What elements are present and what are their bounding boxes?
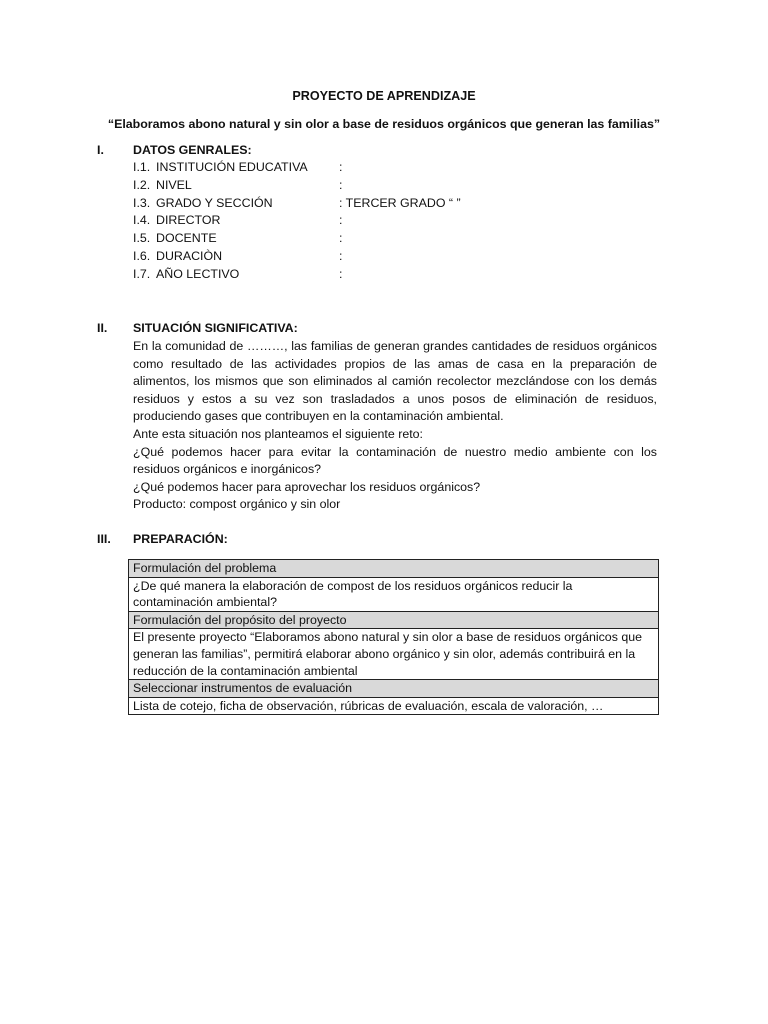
- situation-text: [133, 338, 657, 514]
- general-data-row: [133, 266, 461, 284]
- situation-paragraph: En la comunidad de ………, las familias de generan grandes cantidades de residuos orgánicos como resultado de las actividades propios de las amas de casa en la preparación de alimentos, los mismos que son eliminados al camión recolector mezclándose con los demás residuos y estos a su vez son trasladados a unos posos de eliminación de residuos, produciendo gases que contribuyen en la contaminación ambiental.: [133, 339, 657, 424]
- table-header-cell: Formulación del problema: [129, 560, 659, 578]
- section-1-number: I.: [97, 143, 104, 157]
- row-number: I.4.: [133, 213, 151, 228]
- general-data-row: [133, 248, 461, 266]
- table-cell: ¿De qué manera la elaboración de compost de los residuos orgánicos reducir la contaminación ambiental?: [129, 577, 659, 611]
- challenge-question-1: ¿Qué podemos hacer para evitar la contaminación de nuestro medio ambiente con los residuos orgánicos e inorgánicos?: [133, 444, 657, 477]
- general-data-row: [133, 230, 461, 248]
- document-title: PROYECTO DE APRENDIZAJE: [292, 89, 476, 103]
- general-data-row: [133, 195, 461, 213]
- row-value: :: [339, 213, 343, 228]
- general-data-row: [133, 212, 461, 230]
- row-label: INSTITUCIÓN EDUCATIVA: [156, 160, 308, 174]
- general-data-row: [133, 159, 461, 177]
- table-row: [129, 577, 659, 611]
- table-row: [129, 680, 659, 698]
- product-line: Producto: compost orgánico y sin olor: [133, 497, 341, 512]
- row-value: :: [339, 231, 343, 246]
- row-label: AÑO LECTIVO: [156, 266, 240, 281]
- section-1-heading: DATOS GENRALES:: [133, 143, 252, 157]
- table-header-cell: Seleccionar instrumentos de evaluación: [129, 680, 659, 698]
- general-data-list: [133, 159, 461, 284]
- row-number: I.7.: [133, 266, 151, 281]
- row-number: I.2.: [133, 177, 151, 192]
- table-cell: Lista de cotejo, ficha de observación, rúbricas de evaluación, escala de valoración, …: [129, 697, 659, 715]
- table-row: [129, 629, 659, 680]
- row-number: I.1.: [133, 160, 151, 174]
- row-label: GRADO Y SECCIÓN: [156, 195, 273, 210]
- section-3-heading: PREPARACIÓN:: [133, 532, 228, 546]
- row-value: :: [339, 266, 343, 281]
- row-number: I.6.: [133, 248, 151, 263]
- table-cell: El presente proyecto “Elaboramos abono natural y sin olor a base de residuos orgánicos que generan las familias”, permitirá elaborar abono orgánico y sin olor, además contribuirá en la reducción de la contaminación ambiental: [129, 629, 659, 680]
- table-row: [129, 560, 659, 578]
- row-value: :: [339, 177, 343, 192]
- row-value: : TERCER GRADO “ ”: [339, 195, 461, 210]
- challenge-question-2: ¿Qué podemos hacer para aprovechar los residuos orgánicos?: [133, 479, 481, 494]
- row-label: NIVEL: [156, 177, 192, 192]
- row-number: I.3.: [133, 195, 151, 210]
- table-row: [129, 697, 659, 715]
- table-header-cell: Formulación del propósito del proyecto: [129, 611, 659, 629]
- document-subtitle: “Elaboramos abono natural y sin olor a base de residuos orgánicos que generan las familias”: [107, 117, 661, 131]
- row-value: :: [339, 160, 343, 174]
- row-label: DURACIÒN: [156, 248, 223, 263]
- general-data-row: [133, 177, 461, 195]
- preparation-table: [128, 559, 659, 715]
- row-label: DIRECTOR: [156, 213, 221, 228]
- section-2-heading: SITUACIÓN SIGNIFICATIVA:: [133, 321, 298, 335]
- row-value: :: [339, 248, 343, 263]
- section-3-number: III.: [97, 532, 111, 546]
- row-number: I.5.: [133, 231, 151, 246]
- challenge-intro: Ante esta situación nos planteamos el siguiente reto:: [133, 426, 423, 441]
- row-label: DOCENTE: [156, 231, 217, 246]
- section-2-number: II.: [97, 321, 108, 335]
- table-row: [129, 611, 659, 629]
